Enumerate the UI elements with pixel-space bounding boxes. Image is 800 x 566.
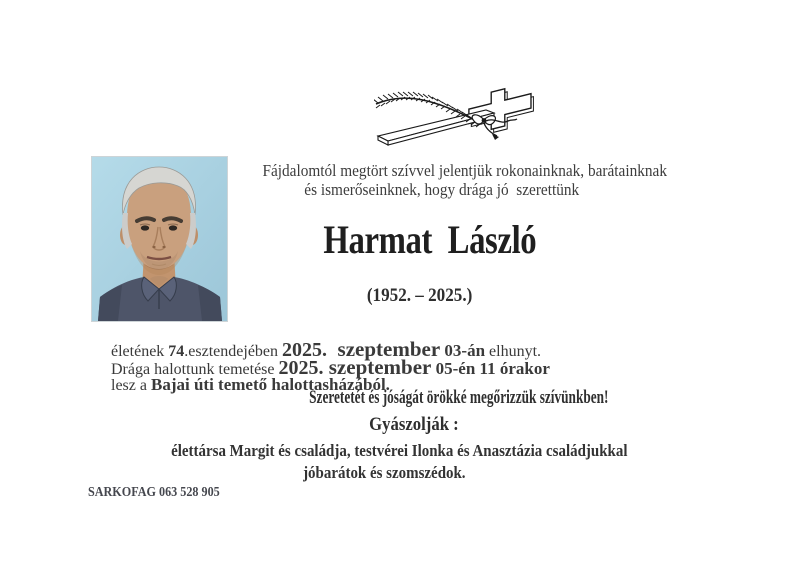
- deceased-name-text: Harmat László: [323, 217, 537, 262]
- funeral-line-1-text: Drága halottunk temetése: [111, 361, 279, 378]
- death-details: [87, 322, 567, 394]
- funeral-month: szeptember: [323, 355, 432, 379]
- funeral-year: 2025.: [278, 357, 324, 379]
- mourners-line-2: [184, 463, 584, 482]
- deceased-name: [230, 217, 630, 262]
- funeral-home-text: SARKOFAG 063 528 905: [88, 484, 220, 499]
- death-line-1: életének 74.esztendejében 2025. szeptember 03-án elhunyt.: [111, 337, 542, 361]
- intro-line-1: [240, 161, 690, 180]
- life-years-text: (1952. – 2025.): [367, 285, 473, 306]
- memory-line-text: Szeretetét és jóságát örökké megőrizzük szívünkben!: [309, 387, 609, 408]
- funeral-home-label: [88, 485, 234, 499]
- death-month: szeptember: [327, 337, 441, 361]
- cross-and-palm-icon: [374, 86, 542, 156]
- mourners-line-1: [140, 441, 640, 460]
- mourners-line-1-text: élettársa Margit és családja, testvérei Ilonka és Anasztázia családjukkal: [171, 441, 628, 460]
- death-day: 03-án: [440, 341, 486, 360]
- mourners-header-text: Gyászolják :: [369, 414, 459, 435]
- death-year: 2025.: [282, 339, 328, 361]
- cross-and-palm-emblem: [374, 86, 542, 156]
- funeral-line-2-text: lesz a: [111, 377, 151, 394]
- mourners-header: [314, 415, 514, 434]
- deceased-portrait-photo: [91, 156, 228, 322]
- death-line-1-text: életének: [111, 343, 169, 360]
- portrait-illustration: [92, 157, 227, 321]
- memory-line: [245, 388, 645, 407]
- funeral-day-time: 05-én 11 órakor: [431, 359, 550, 378]
- intro-line-2-text: és ismerőseinknek, hogy drága jó szerettünk: [304, 180, 580, 199]
- funeral-place: Bajai úti temető halottasházából.: [150, 375, 390, 394]
- intro-line-2: [217, 180, 667, 199]
- life-years: [220, 286, 620, 305]
- mourners-line-2-text: jóbarátok és szomszédok.: [302, 463, 466, 482]
- age-value: 74: [168, 343, 185, 360]
- intro-line-1-text: Fájdalomtól megtört szívvel jelentjük rokonainknak, barátainknak: [262, 161, 668, 180]
